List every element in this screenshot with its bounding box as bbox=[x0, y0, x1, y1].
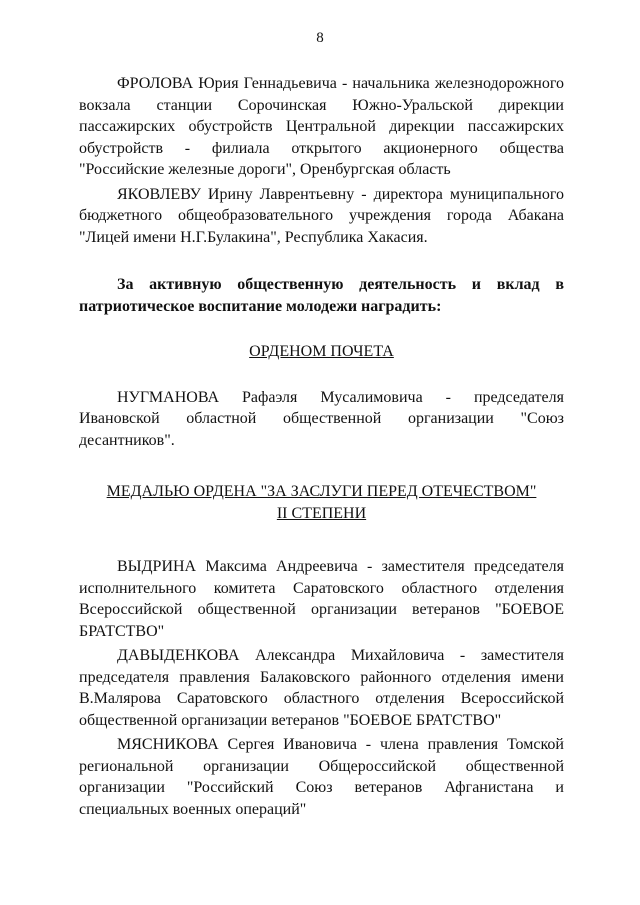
document-body bbox=[79, 73, 564, 820]
award-entry-frolova: ФРОЛОВА Юрия Геннадьевича - начальника железнодорожного вокзала станции Сорочинская Южно-Уральской дирекции пассажирских обустройств Центральной дирекции пассажирских обустройств - филиала открытого акционерного общества "Российские железные дороги", Оренбургская область bbox=[79, 75, 564, 178]
page-number: 8 bbox=[316, 30, 324, 46]
award-title-order: ОРДЕНОМ ПОЧЕТА bbox=[249, 343, 394, 360]
section-heading: За активную общественную деятельность и вклад в патриотическое воспитание молодежи наградить: bbox=[79, 276, 564, 315]
award-entry-vydrin: ВЫДРИНА Максима Андреевича - заместителя председателя исполнительного комитета Саратовского областного отделения Всероссийской общественной организации ветеранов "БОЕВОЕ БРАТСТВО" bbox=[79, 558, 564, 640]
award-entry-myasnikov: МЯСНИКОВА Сергея Ивановича - члена правления Томской региональной организации Общероссийской общественной организации "Российский Союз ветеранов Афганистана и специальных военных операций" bbox=[79, 736, 564, 818]
award-entry-nugmanov: НУГМАНОВА Рафаэля Мусалимовича - председателя Ивановской областной общественной организации "Союз десантников". bbox=[79, 388, 564, 449]
award-entry-davydenkov: ДАВЫДЕНКОВА Александра Михайловича - заместителя председателя правления Балаковского районного отделения имени В.Малярова Саратовского областного отделения Всероссийской общественной организации ветеранов "БОЕВОЕ БРАТСТВО" bbox=[79, 647, 564, 729]
award-title-medal-line1: МЕДАЛЬЮ ОРДЕНА "ЗА ЗАСЛУГИ ПЕРЕД ОТЕЧЕСТВОМ" bbox=[106, 483, 537, 500]
award-title-medal-line2: II СТЕПЕНИ bbox=[276, 504, 367, 522]
award-entry-yakovleva: ЯКОВЛЕВУ Ирину Лаврентьевну - директора муниципального бюджетного общеобразовательного учреждения города Абакана "Лицей имени Н.Г.Булакина", Республика Хакасия. bbox=[79, 185, 564, 246]
